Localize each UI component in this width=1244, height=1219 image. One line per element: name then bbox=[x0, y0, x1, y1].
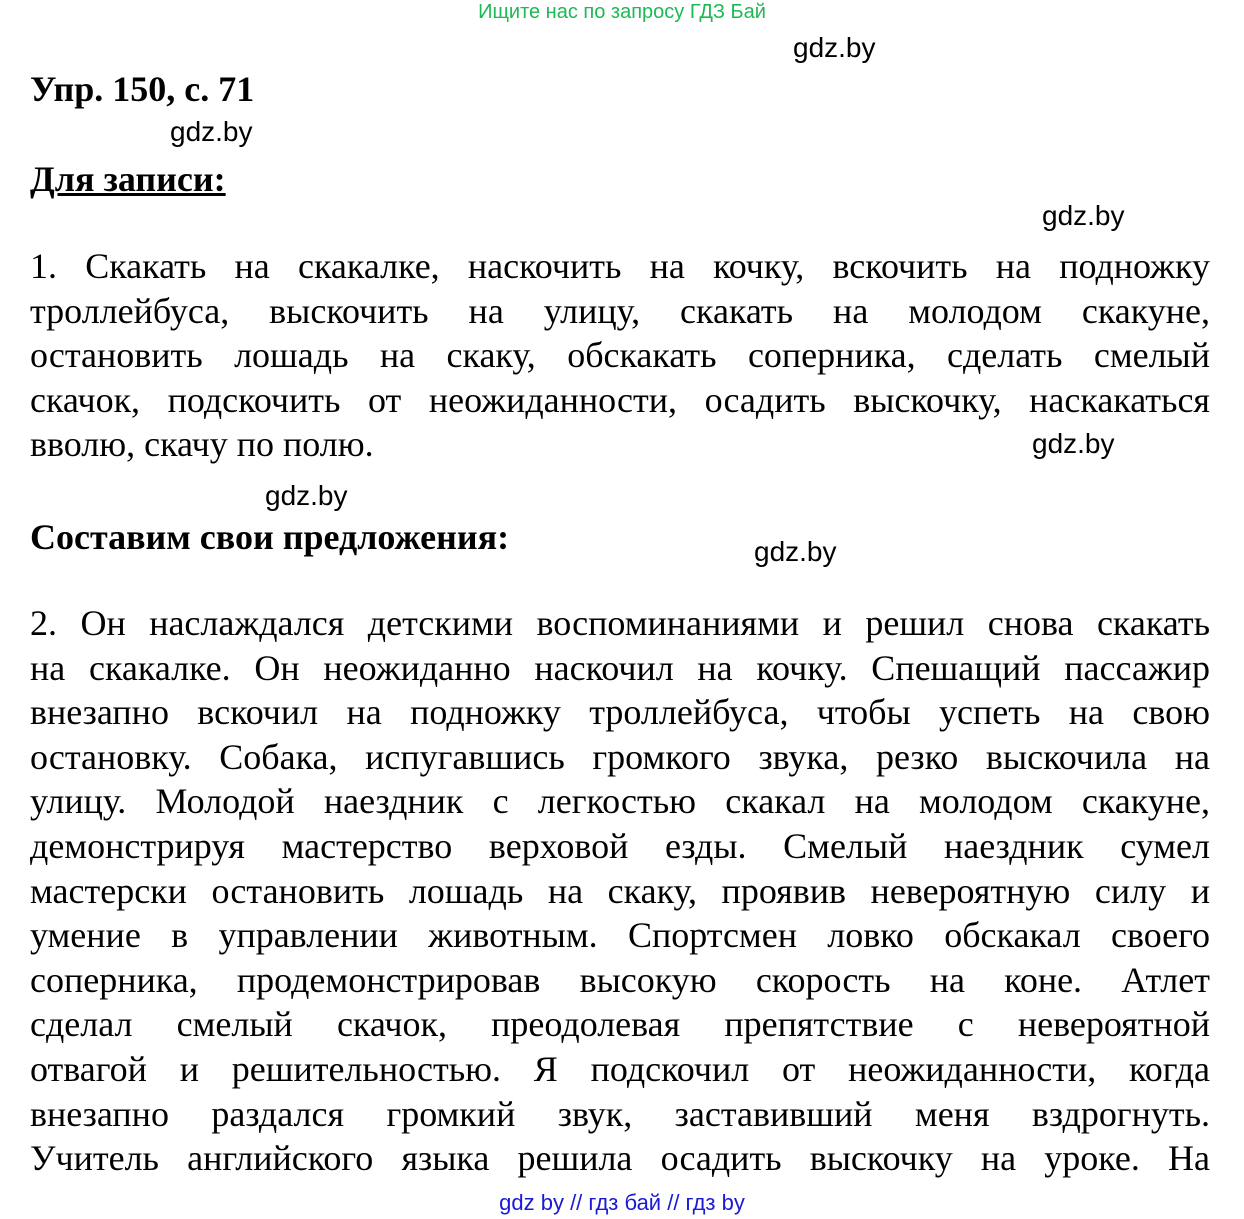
watermark: gdz.by bbox=[170, 116, 253, 147]
section-heading-sentences: Составим свои предложения: bbox=[30, 517, 510, 557]
exercise-text-list bbox=[30, 244, 1210, 467]
text-line: на скакалке. Он неожиданно наскочил на кочку. Спешащий пассажир bbox=[30, 647, 1210, 688]
watermark: gdz.by bbox=[265, 480, 348, 511]
text-line: соперника, продемонстрировав высокую скорость на коне. Атлет bbox=[30, 959, 1210, 1000]
exercise-title: Упр. 150, с. 71 bbox=[30, 69, 255, 109]
text-line: 1. Скакать на скакалке, наскочить на кочку, вскочить на подножку bbox=[30, 246, 1210, 286]
text-line: умение в управлении животным. Спортсмен ловко обскакал своего bbox=[30, 915, 1210, 956]
watermark: gdz.by bbox=[1042, 200, 1125, 231]
watermark: gdz.by bbox=[793, 32, 876, 63]
section-heading-record: Для записи: bbox=[30, 159, 226, 199]
text-line: внезапно раздался громкий звук, заставивший меня вздрогнуть. bbox=[30, 1093, 1210, 1134]
text-line: троллейбуса, выскочить на улицу, скакать на молодом скакуне, bbox=[30, 290, 1210, 331]
text-line: отвагой и решительностью. Я подскочил от неожиданности, когда bbox=[30, 1048, 1210, 1089]
footer-watermark: gdz by // гдз бай // гдз by bbox=[499, 1190, 745, 1215]
sentences-text bbox=[30, 601, 1210, 1181]
text-line: Учитель английского языка решила осадить выскочку на уроке. На bbox=[30, 1138, 1210, 1179]
text-line: внезапно вскочил на подножку троллейбуса, чтобы успеть на свою bbox=[30, 692, 1210, 733]
watermark: gdz.by bbox=[754, 536, 837, 567]
text-line: улицу. Молодой наездник с легкостью скакал на молодом скакуне, bbox=[30, 781, 1210, 822]
top-banner: Ищите нас по запросу ГДЗ Бай bbox=[478, 1, 766, 23]
text-line: скачок, подскочить от неожиданности, осадить выскочку, наскакаться bbox=[30, 379, 1210, 420]
text-line: демонстрируя мастерство верховой езды. Смелый наездник сумел bbox=[30, 825, 1210, 866]
text-line: вволю, скачу по полю. bbox=[30, 424, 374, 465]
text-line: остановить лошадь на скаку, обскакать соперника, сделать смелый bbox=[30, 335, 1210, 376]
watermark: gdz.by bbox=[1032, 428, 1115, 459]
text-line: сделал смелый скачок, преодолевая препятствие с невероятной bbox=[30, 1004, 1210, 1045]
text-line: остановку. Собака, испугавшись громкого звука, резко выскочила на bbox=[30, 736, 1210, 777]
text-line: 2. Он наслаждался детскими воспоминаниями и решил снова скакать bbox=[30, 603, 1210, 643]
text-line: мастерски остановить лошадь на скаку, проявив невероятную силу и bbox=[30, 870, 1210, 911]
